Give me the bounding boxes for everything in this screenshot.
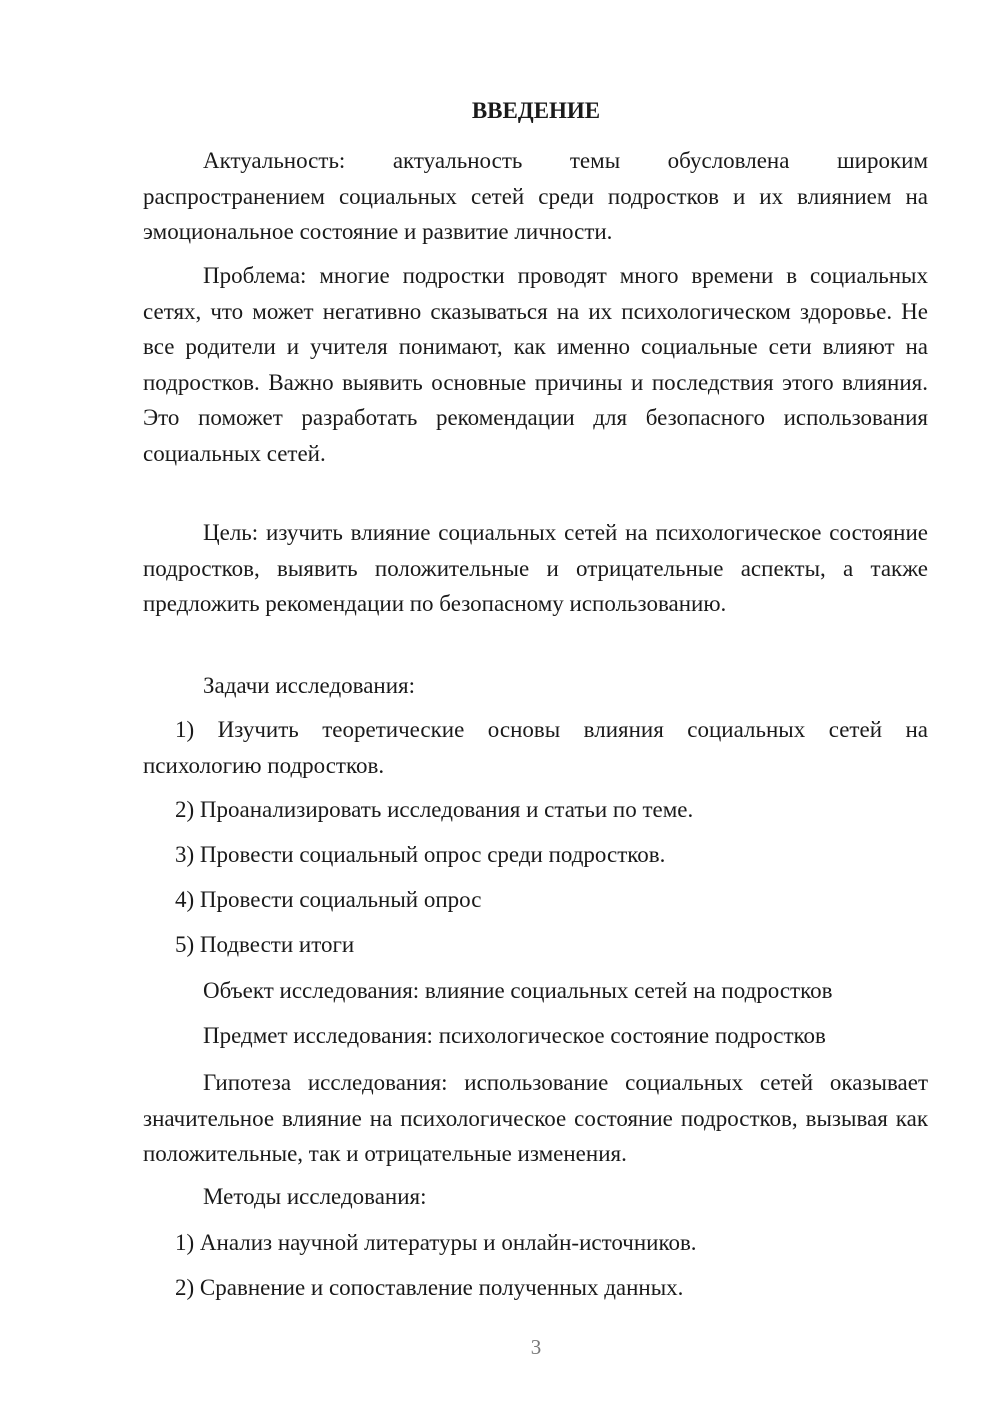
hypothesis-paragraph: Гипотеза исследования: использование социальных сетей оказывает значительное влияние на психологическое состояние подростков, вызывая как положительные, так и отрицательные изменения. bbox=[143, 1070, 928, 1166]
problem-paragraph: Проблема: многие подростки проводят много времени в социальных сетях, что может негативно сказываться на их психологическом здоровье. Не все родители и учителя понимают, как именно социальные сети влияют на подростков. Важно выявить основные причины и последствия этого влияния. Это поможет разработать рекомендации для безопасного использования социальных сетей. bbox=[143, 263, 928, 466]
task-item-5: 5) Подвести итоги bbox=[175, 932, 355, 957]
tasks-heading: Задачи исследования: bbox=[203, 673, 416, 698]
method-item-2: 2) Сравнение и сопоставление полученных данных. bbox=[175, 1275, 684, 1300]
method-item-1: 1) Анализ научной литературы и онлайн-источников. bbox=[175, 1230, 697, 1255]
methods-heading: Методы исследования: bbox=[203, 1184, 427, 1209]
section-heading: ВВЕДЕНИЕ bbox=[471, 98, 601, 123]
goal-paragraph: Цель: изучить влияние социальных сетей на психологическое состояние подростков, выявить положительные и отрицательные аспекты, а также предложить рекомендации по безопасному использованию. bbox=[143, 520, 928, 616]
task-item-3: 3) Провести социальный опрос среди подростков. bbox=[175, 842, 666, 867]
relevance-paragraph: Актуальность: актуальность темы обусловлена широким распространением социальных сетей среди подростков и их влиянием на эмоциональное состояние и развитие личности. bbox=[143, 148, 928, 244]
subject-line: Предмет исследования: психологическое состояние подростков bbox=[203, 1023, 826, 1048]
task-item-4: 4) Провести социальный опрос bbox=[175, 887, 482, 912]
task-item-2: 2) Проанализировать исследования и статьи по теме. bbox=[175, 797, 694, 822]
page-number: 3 bbox=[530, 1335, 542, 1359]
task-item-1: 1) Изучить теоретические основы влияния социальных сетей на психологию подростков. bbox=[143, 717, 928, 778]
object-line: Объект исследования: влияние социальных сетей на подростков bbox=[203, 978, 833, 1003]
